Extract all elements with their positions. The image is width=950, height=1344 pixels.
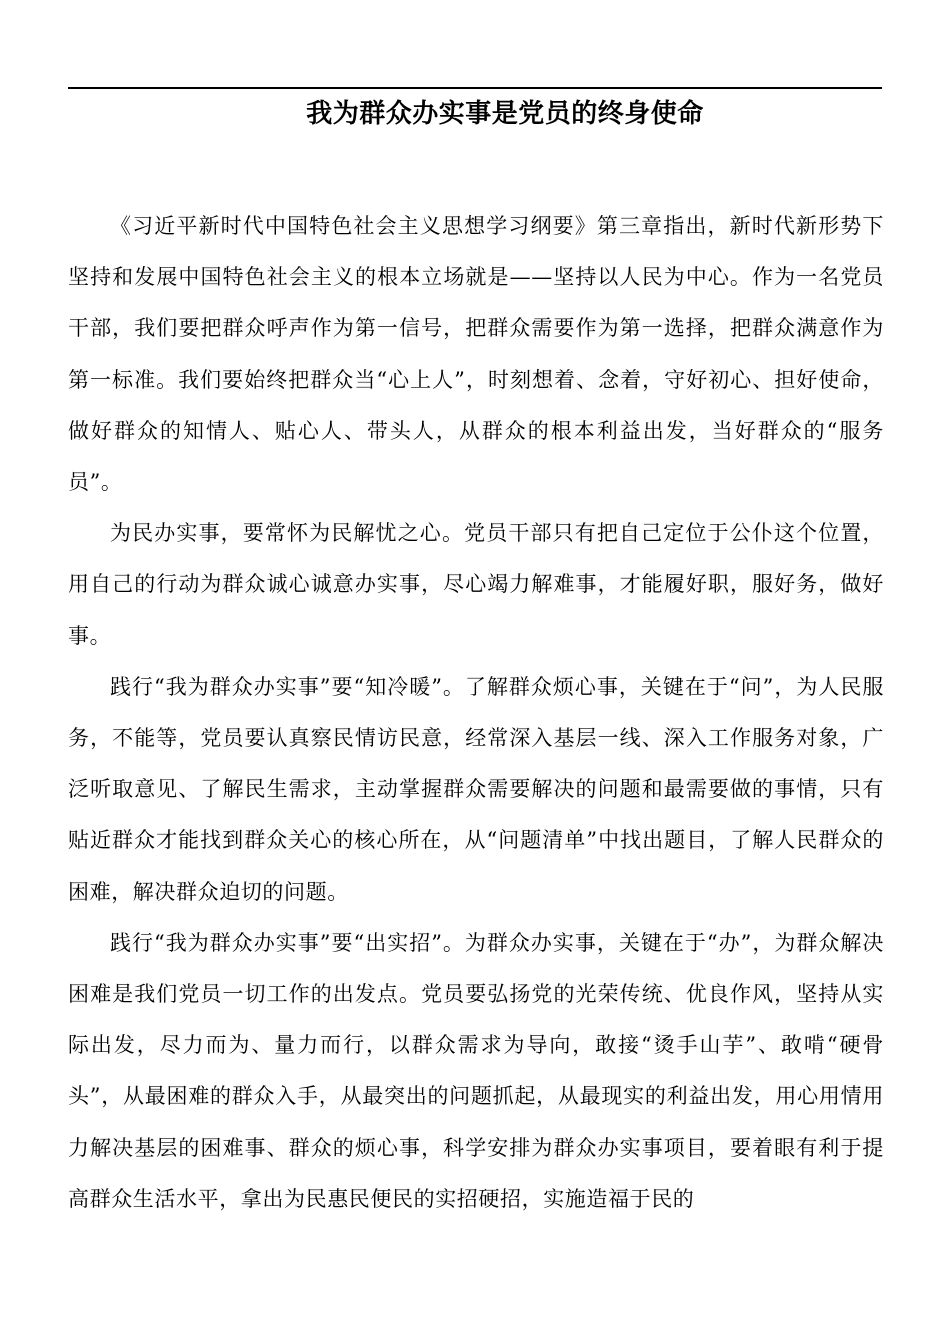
paragraph-3: 践行“我为群众办实事”要“知冷暖”。了解群众烦心事，关键在于“问”，为人民服务，不能等，党员要认真察民情访民意，经常深入基层一线、深入工作服务对象，广泛听取意见、了解民生需求，主动掌握群众需要解决的问题和最需要做的事情，只有贴近群众才能找到群众关心的核心所在，从“问题清单”中找出题目，了解人民群众的困难，解决群众迫切的问题。 <box>68 674 884 904</box>
paragraph-2: 为民办实事，要常怀为民解忧之心。党员干部只有把自己定位于公仆这个位置，用自己的行动为群众诚心诚意办实事，尽心竭力解难事，才能履好职，服好务，做好事。 <box>68 521 884 648</box>
document-title: 我为群众办实事是党员的终身使命 <box>306 99 704 129</box>
paragraph-4: 践行“我为群众办实事”要“出实招”。为群众办实事，关键在于“办”，为群众解决困难是我们党员一切工作的出发点。党员要弘扬党的光荣传统、优良作风，坚持从实际出发，尽力而为、量力而行，以群众需求为导向，敢接“烫手山芋”、敢啃“硬骨头”，从最困难的群众入手，从最突出的问题抓起，从最现实的利益出发，用心用情用力解决基层的困难事、群众的烦心事，科学安排为群众办实事项目，要着眼有利于提高群众生活水平，拿出为民惠民便民的实招硬招，实施造福于民的 <box>68 930 884 1211</box>
document-body <box>68 201 884 1225</box>
header-rule <box>68 87 882 89</box>
paragraph-1: 《习近平新时代中国特色社会主义思想学习纲要》第三章指出，新时代新形势下坚持和发展中国特色社会主义的根本立场就是——坚持以人民为中心。作为一名党员干部，我们要把群众呼声作为第一信号，把群众需要作为第一选择，把群众满意作为第一标准。我们要始终把群众当“心上人”，时刻想着、念着，守好初心、担好使命，做好群众的知情人、贴心人、带头人，从群众的根本利益出发，当好群众的“服务员”。 <box>68 214 884 495</box>
